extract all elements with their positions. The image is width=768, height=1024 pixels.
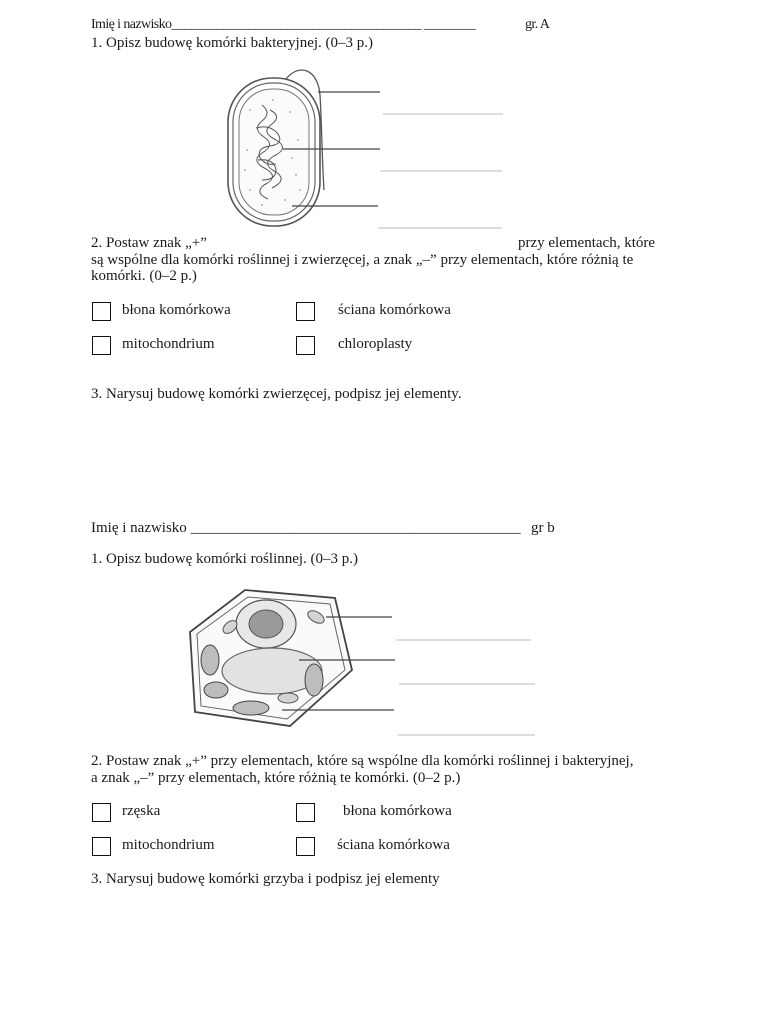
checkbox-b-2[interactable] <box>296 803 315 822</box>
checkbox-b-1[interactable] <box>92 803 111 822</box>
checkbox-a-2[interactable] <box>296 302 315 321</box>
question-1-a: 1. Opisz budowę komórki bakteryjnej. (0–3 p.) <box>91 35 374 51</box>
nucleus <box>236 600 296 648</box>
plant-cell-diagram <box>0 580 768 740</box>
name-label-b <box>91 520 521 537</box>
checkbox-b-3[interactable] <box>92 837 111 856</box>
checkbox-b-4[interactable] <box>296 837 315 856</box>
option-a-1: błona komórkowa <box>122 302 231 318</box>
name-field-b[interactable]: ____________________________________________ <box>190 520 521 536</box>
question-2-a-line1b: przy elementach, które <box>518 235 656 251</box>
option-b-1: rzęska <box>122 803 161 819</box>
bacterial-cell-wall <box>228 78 320 226</box>
name-field-a[interactable]: _______________________________________ ________ <box>171 17 476 32</box>
question-2-b-line1: 2. Postaw znak „+” przy elementach, które są wspólne dla komórki roślinnej i bakteryjnej, <box>91 753 634 769</box>
name-label-a-text: Imię i nazwisko <box>91 17 172 32</box>
checkbox-a-3[interactable] <box>92 336 111 355</box>
name-label-b-text: Imię i nazwisko <box>91 520 187 536</box>
option-a-3: mitochondrium <box>122 336 215 352</box>
option-a-4: chloroplasty <box>338 336 413 352</box>
question-1-b: 1. Opisz budowę komórki roślinnej. (0–3 p.) <box>91 551 359 567</box>
question-2-a-line2: są wspólne dla komórki roślinnej i zwierzęcej, a znak „–” przy elementach, które różnią te <box>91 252 634 268</box>
checkbox-a-4[interactable] <box>296 336 315 355</box>
question-2-a-line1: 2. Postaw znak „+” <box>91 235 207 251</box>
question-3-b: 3. Narysuj budowę komórki grzyba i podpisz jej elementy <box>91 871 440 887</box>
question-3-a: 3. Narysuj budowę komórki zwierzęcej, podpisz jej elementy. <box>91 386 462 402</box>
option-b-4: ściana komórkowa <box>337 837 450 853</box>
question-2-a-line3: komórki. (0–2 p.) <box>91 268 197 284</box>
option-a-2: ściana komórkowa <box>338 302 451 318</box>
checkbox-a-1[interactable] <box>92 302 111 321</box>
group-label-b: gr b <box>531 520 555 536</box>
option-b-2: błona komórkowa <box>343 803 452 819</box>
option-b-3: mitochondrium <box>122 837 215 853</box>
group-label-a: gr. A <box>525 17 550 32</box>
bacterial-cell-diagram <box>0 0 768 240</box>
question-2-b-line2: a znak „–” przy elementach, które różnią te komórki. (0–2 p.) <box>91 770 461 786</box>
